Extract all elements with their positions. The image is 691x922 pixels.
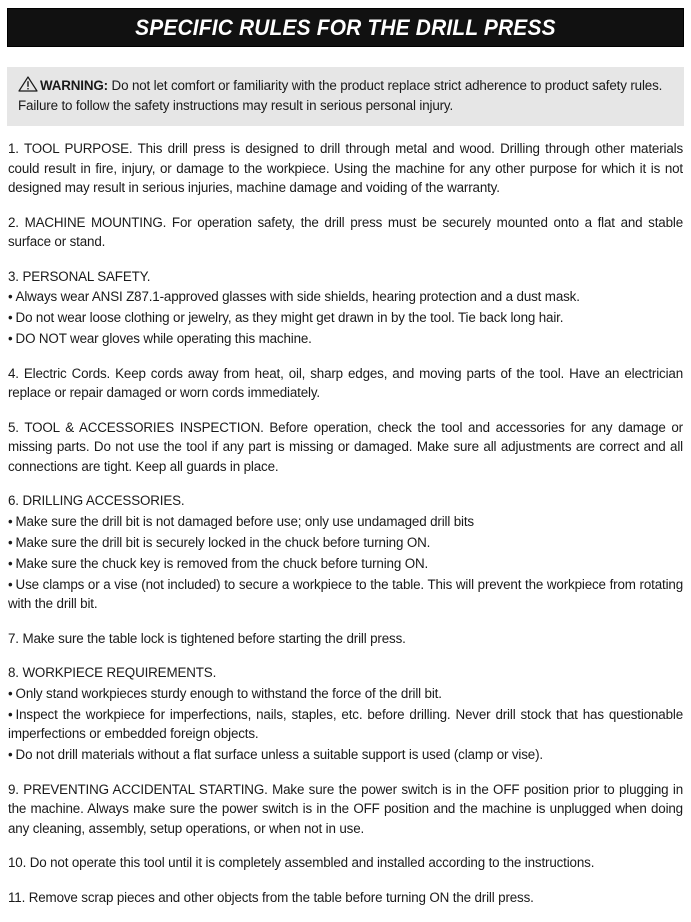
bullet-icon: •: [8, 747, 13, 762]
rule-heading: 8. WORKPIECE REQUIREMENTS.: [8, 665, 217, 680]
rule-paragraph: 2. MACHINE MOUNTING. For operation safety, the drill press must be securely mounted onto a flat and stable surface or stand.: [8, 214, 683, 249]
bullet-icon: •: [8, 331, 13, 346]
rule-section-accidental-starting: [8, 780, 683, 839]
rule-section-inspection: [8, 418, 683, 477]
bullet-text: Only stand workpieces sturdy enough to withstand the force of the drill bit.: [15, 685, 442, 701]
rule-section-electric-cords: [8, 364, 683, 403]
page-title: SPECIFIC RULES FOR THE DRILL PRESS: [135, 14, 556, 40]
rule-section-scrap-pieces: [8, 888, 683, 908]
rule-heading: 3. PERSONAL SAFETY.: [8, 268, 151, 284]
rule-bullet: [8, 705, 683, 744]
rule-section-tool-purpose: [8, 139, 683, 198]
bullet-text: Do not wear loose clothing or jewelry, as they might get drawn in by the tool. Tie back long hair.: [15, 310, 564, 325]
warning-triangle-icon: [18, 76, 38, 92]
bullet-text: Make sure the drill bit is not damaged before use; only use undamaged drill bits: [15, 513, 474, 529]
rule-bullet: [8, 575, 683, 614]
rule-bullet: [8, 684, 683, 704]
rule-section-assembly: [8, 853, 683, 873]
rule-section-drilling-accessories: [8, 491, 683, 614]
warning-text: Do not let comfort or familiarity with the product replace strict adherence to product safety rules. Failure to follow the safety instructions may result in serious personal injury.: [18, 78, 663, 113]
warning-label: WARNING:: [40, 78, 108, 93]
rule-section-machine-mounting: [8, 213, 683, 252]
rule-paragraph: 4. Electric Cords. Keep cords away from heat, oil, sharp edges, and moving parts of the tool. Have an electrician replace or repair damaged or worn cords immediately.: [8, 365, 683, 400]
rule-bullet: [8, 512, 683, 532]
rule-paragraph: 1. TOOL PURPOSE. This drill press is designed to drill through metal and wood. Drilling through other materials could result in fire, injury, or damage to the workpiece. Using the machine for any other purpose for which it is not designed may result in serious injuries, machine damage and voiding of the warranty.: [8, 141, 683, 195]
bullet-text: Do not drill materials without a flat surface unless a suitable support is used (clamp or vise).: [15, 747, 543, 762]
bullet-icon: •: [8, 706, 13, 722]
bullet-icon: •: [8, 685, 13, 701]
safety-rules-list: [8, 139, 683, 922]
bullet-icon: •: [8, 555, 13, 571]
rule-bullet: [8, 554, 683, 574]
rule-section-table-lock: [8, 629, 683, 649]
bullet-icon: •: [8, 289, 13, 304]
bullet-icon: •: [8, 534, 13, 550]
bullet-icon: •: [8, 513, 13, 529]
bullet-text: Make sure the drill bit is securely locked in the chuck before turning ON.: [15, 534, 431, 550]
warning-box: [7, 67, 684, 126]
title-banner: [7, 8, 684, 47]
bullet-icon: •: [8, 310, 13, 325]
rule-paragraph: 9. PREVENTING ACCIDENTAL STARTING. Make sure the power switch is in the OFF position prior to plugging in the machine. Always make sure the power switch is in the OFF position and the machine is unplugged when doing any cleaning, assembly, setup operations, or when not in use.: [8, 781, 683, 836]
rule-paragraph: 7. Make sure the table lock is tightened before starting the drill press.: [8, 630, 406, 646]
bullet-text: DO NOT wear gloves while operating this machine.: [15, 331, 312, 346]
rule-bullet: [8, 533, 683, 553]
bullet-icon: •: [8, 576, 13, 592]
rule-section-personal-safety: [8, 267, 683, 349]
rule-paragraph: 5. TOOL & ACCESSORIES INSPECTION. Before operation, check the tool and accessories for any damage or missing parts. Do not use the tool if any part is missing or damaged. Make sure all adjustments are correct and all connections are tight. Keep all guards in place.: [8, 419, 683, 474]
bullet-text: Always wear ANSI Z87.1-approved glasses with side shields, hearing protection and a dust mask.: [15, 289, 580, 304]
rule-bullet: [8, 329, 683, 349]
rule-bullet: [8, 745, 683, 765]
rule-paragraph: 10. Do not operate this tool until it is completely assembled and installed according to the instructions.: [8, 855, 595, 870]
bullet-text: Make sure the chuck key is removed from the chuck before turning ON.: [15, 555, 429, 571]
rule-bullet: [8, 287, 683, 307]
bullet-text: Use clamps or a vise (not included) to secure a workpiece to the table. This will prevent the workpiece from rotating with the drill bit.: [8, 576, 683, 611]
rule-bullet: [8, 308, 683, 328]
rule-section-workpiece-requirements: [8, 663, 683, 765]
rule-paragraph: 11. Remove scrap pieces and other objects from the table before turning ON the drill press.: [8, 889, 534, 905]
bullet-text: Inspect the workpiece for imperfections, nails, staples, etc. before drilling. Never drill stock that has questionable imperfections or embedded foreign objects.: [8, 706, 683, 741]
rule-heading: 6. DRILLING ACCESSORIES.: [8, 493, 185, 508]
